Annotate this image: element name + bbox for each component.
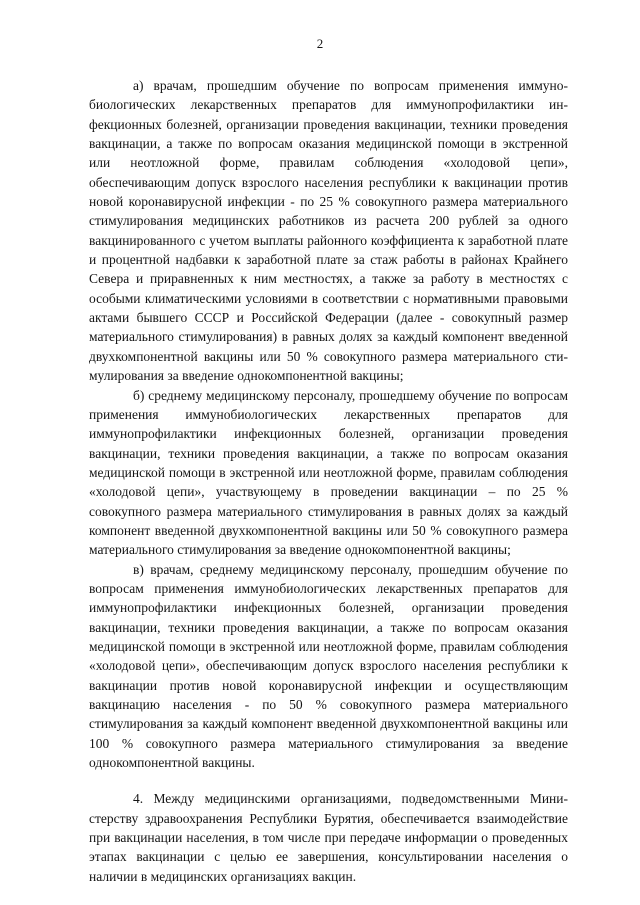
page-number: 2 [316, 36, 324, 51]
paragraph-spacer [89, 772, 568, 789]
paragraph-c: в) врачам, среднему медицинскому персоналу, прошедшим обучение по вопросам применения иммунобиологических лекарственных препаратов для иммунопрофилактики инфекционных болезней, организации проведения вакцинации, техники проведения вакцинации, а также по вопросам оказания медицинской помощи в экстренной или неотложной форме, правилам соблюдения «холодовой цепи», обеспечивающим допуск взрослого населения республики к вакцинации против новой коронавирусной инфекции и осуществляющим вакцинацию населения - по 50 % совокупного размера материального стимулирования за каждый компонент введенной двухкомпонентной вакцины или 100 % совокупного размера материального стимулирования за введение однокомпонентной вакцины. [89, 561, 568, 771]
paragraph-item-4: 4. Между медицинскими организациями, подведомственными Министерству здравоохранения Республики Бурятия, обеспечивается взаимодействие при вакцинации населения, в том числе при передаче информации о проведенных этапах вакцинации с целью ее завершения, консультировании населения о наличии в медицинских организациях вакцин. [89, 791, 568, 884]
document-body [89, 76, 568, 886]
paragraph-a: а) врачам, прошедшим обучение по вопросам применения иммунобиологических лекарственных препаратов для иммунопрофилактики инфекционных болезней, организации проведения вакцинации, техники проведения вакцинации, а также по вопросам оказания медицинской помощи в экстренной или неотложной форме, правилам соблюдения «холодовой цепи», обеспечивающим допуск взрослого населения республики к вакцинации против новой коронавирусной инфекции - по 25 % совокупного размера материального стимулирования медицинских работников из расчета 200 рублей за одного вакцинированного с учетом выплаты районного коэффициента к заработной плате и процентной надбавки к заработной плате за стаж работы в районах Крайнего Севера и приравненных к ним местностях, а также за работу в местностях с особыми климатическими условиями в соответствии с нормативными правовыми актами бывшего СССР и Российской Федерации (далее - совокупный размер материального стимулирования) в равных долях за каждый компонент введенной двухкомпонентной вакцины или 50 % совокупного размера материального стимулирования за введение однокомпонентной вакцины; [89, 78, 568, 384]
paragraph-b: б) среднему медицинскому персоналу, прошедшему обучение по вопросам применения иммунобиологических лекарственных препаратов для иммунопрофилактики инфекционных болезней, организации проведения вакцинации, техники проведения вакцинации, а также по вопросам оказания медицинской помощи в экстренной или неотложной форме, правилам соблюдения «холодовой цепи», участвующему в проведении вакцинации – по 25 % совокупного размера материального стимулирования в равных долях за каждый компонент введенной двухкомпонентной вакцины или 50 % совокупного размера материального стимулирования за введение однокомпонентной вакцины; [89, 387, 568, 558]
